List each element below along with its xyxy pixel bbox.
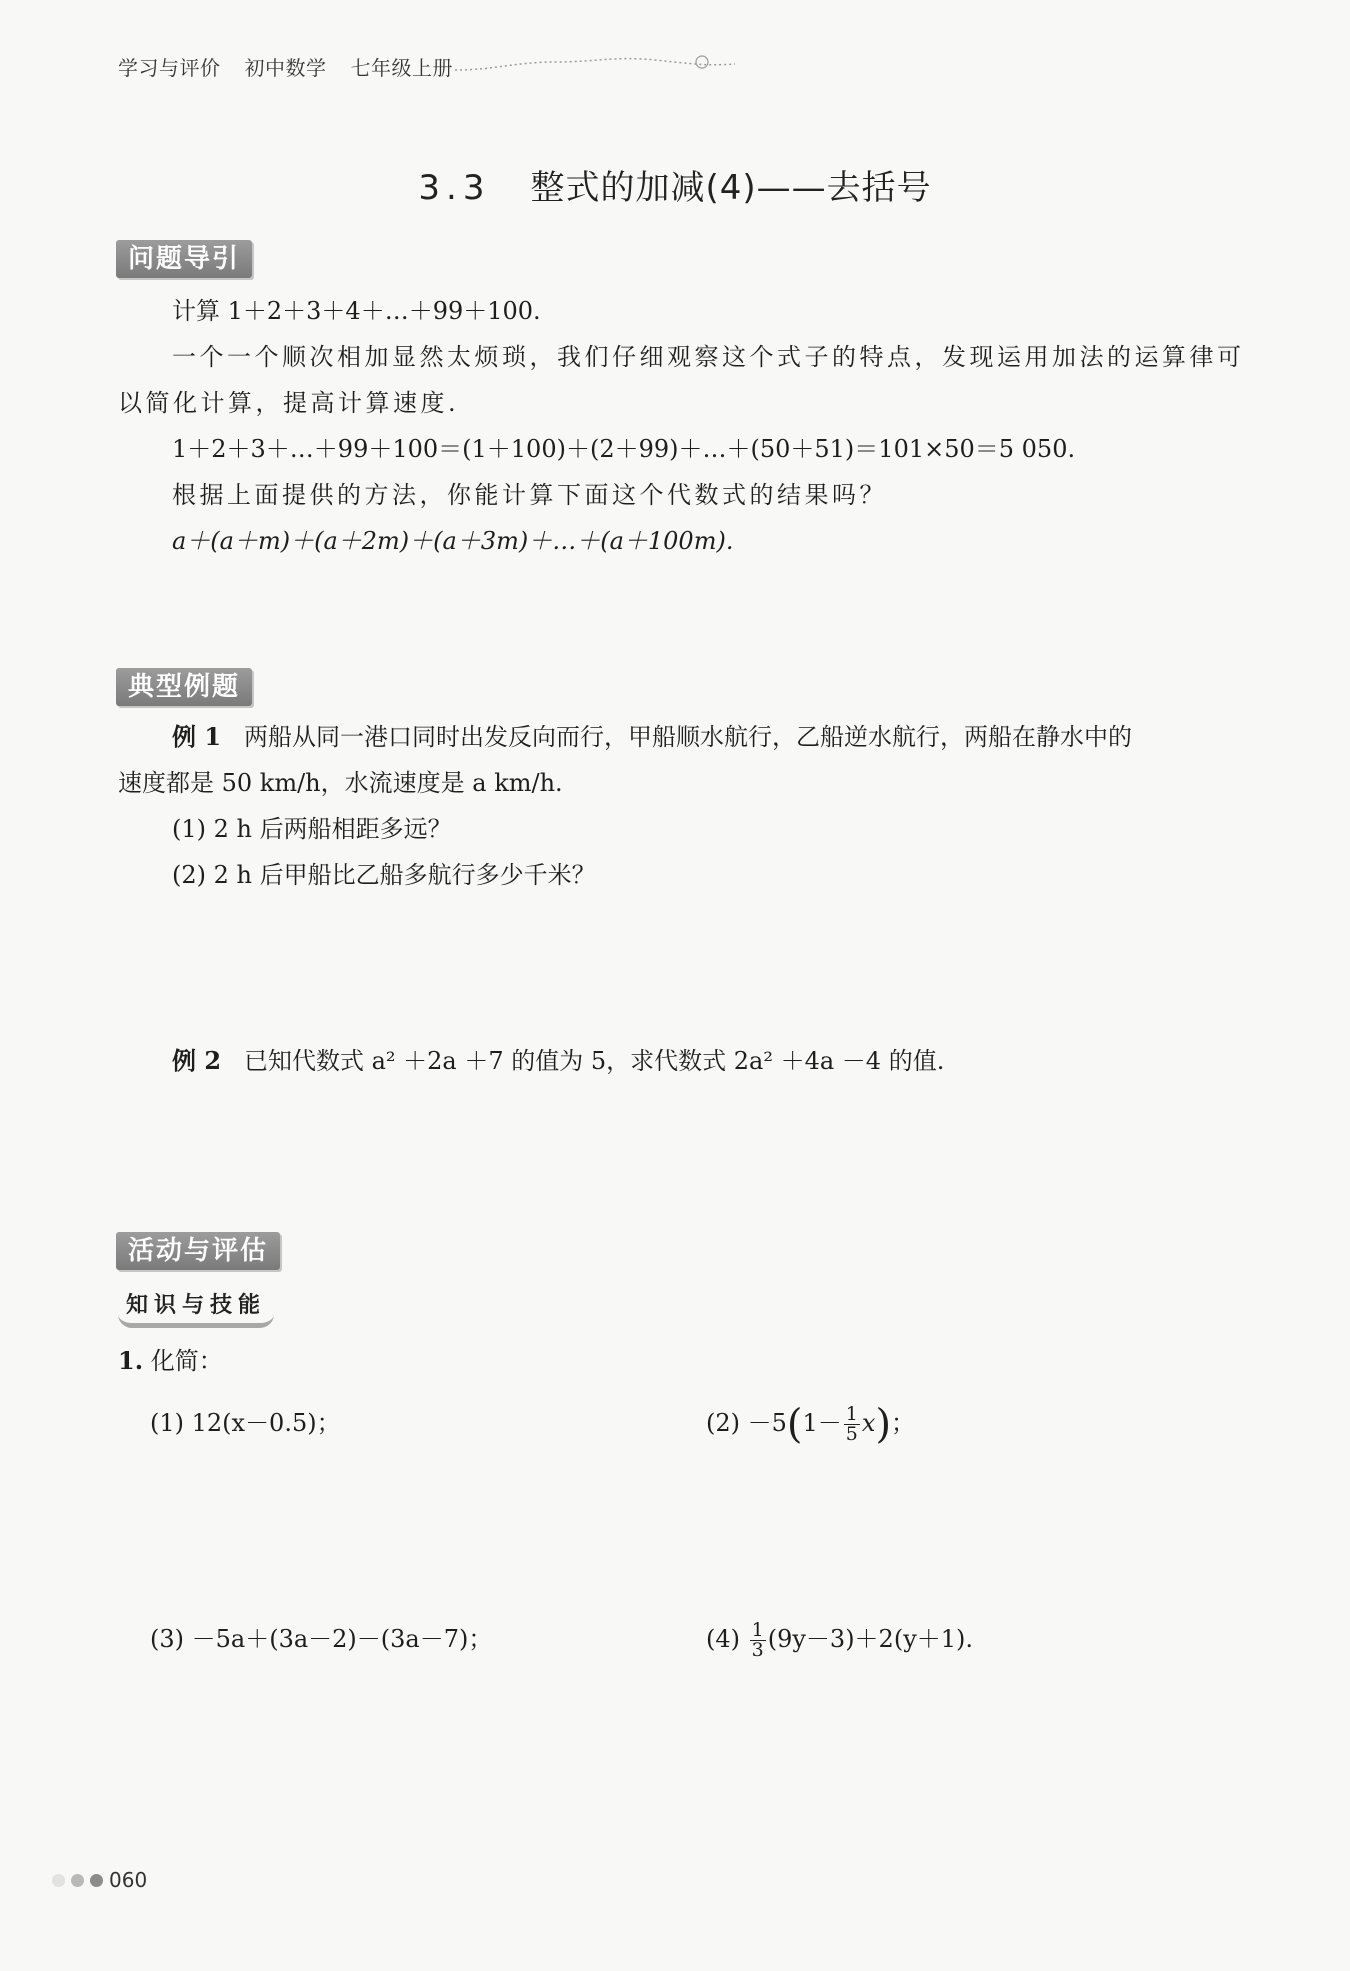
part-2-numerator: 1 — [845, 1403, 858, 1425]
part-2-close-paren: ) — [875, 1401, 892, 1448]
footer-dot-3 — [90, 1874, 103, 1887]
section-title: 整式的加减(4)——去括号 — [530, 168, 932, 208]
intro-line-1: 计算 1＋2＋3＋4＋…＋99＋100. — [172, 297, 541, 325]
exercise-1-part-4 — [706, 1614, 973, 1664]
page-number: 060 — [109, 1868, 148, 1892]
exercise-1-part-2 — [706, 1398, 915, 1448]
section-tag-activities: 活动与评估 — [116, 1232, 280, 1270]
header-grade: 七年级上册 — [350, 56, 453, 80]
section-tag-examples: 典型例题 — [116, 668, 252, 706]
footer-dot-2 — [71, 1874, 84, 1887]
part-4-rest: (9y－3)＋2(y＋1). — [767, 1625, 974, 1653]
part-2-prefix: (2) －5 — [706, 1409, 787, 1437]
intro-line-6: a＋(a＋m)＋(a＋2m)＋(a＋3m)＋…＋(a＋100m). — [172, 527, 734, 555]
part-4-prefix: (4) — [706, 1625, 740, 1653]
example-2-label: 例 2 — [172, 1046, 222, 1075]
page-title — [0, 160, 1350, 209]
part-4-numerator: 1 — [751, 1619, 764, 1641]
example-1-label: 例 1 — [172, 722, 222, 751]
header-book: 学习与评价 — [118, 56, 221, 80]
example-2-text: 已知代数式 a² ＋2a ＋7 的值为 5，求代数式 2a² ＋4a －4 的值. — [243, 1047, 945, 1075]
page-footer — [52, 1868, 147, 1892]
example-1-text-1: 两船从同一港口同时出发反向而行，甲船顺水航行，乙船逆水航行，两船在静水中的 — [243, 723, 1132, 751]
exercise-1-part-1: (1) 12(x－0.5)； — [150, 1409, 341, 1437]
footer-dot-1 — [52, 1874, 65, 1887]
part-4-fraction — [750, 1621, 766, 1660]
example-1-question-2: (2) 2 h 后甲船比乙船多航行多少千米？ — [172, 861, 596, 889]
intro-line-4: 1＋2＋3＋…＋99＋100＝(1＋100)＋(2＋99)＋…＋(50＋51)＝101×50＝5 050. — [172, 435, 1076, 463]
intro-line-2: 一个一个顺次相加显然太烦琐，我们仔细观察这个式子的特点，发现运用加法的运算律可 — [172, 343, 1245, 371]
running-header — [118, 52, 453, 81]
subsection-tag-skills: 知识与技能 — [118, 1286, 274, 1328]
intro-line-3: 以简化计算，提高计算速度. — [118, 389, 460, 417]
part-2-end: ； — [891, 1409, 916, 1437]
exercise-1-prompt: 化简： — [150, 1347, 223, 1375]
part-2-one-minus: 1－ — [802, 1409, 842, 1437]
intro-line-5: 根据上面提供的方法，你能计算下面这个代数式的结果吗？ — [172, 481, 887, 509]
example-2 — [172, 1046, 944, 1076]
part-2-denominator: 5 — [845, 1423, 858, 1445]
exercise-1-part-3: (3) －5a＋(3a－2)－(3a－7)； — [150, 1625, 493, 1653]
part-2-variable: x — [861, 1409, 876, 1437]
example-1-line-2: 速度都是 50 km/h，水流速度是 a km/h. — [118, 769, 563, 797]
part-2-fraction — [844, 1405, 860, 1444]
part-2-open-paren: ( — [786, 1401, 803, 1448]
section-tag-intro: 问题导引 — [116, 240, 252, 278]
example-1-line-1 — [172, 722, 1132, 752]
section-number: 3.3 — [418, 168, 491, 208]
part-4-denominator: 3 — [751, 1639, 764, 1661]
header-wave-ornament — [455, 52, 735, 76]
exercise-1-label: 1. — [118, 1346, 144, 1375]
exercise-1-header — [118, 1346, 223, 1376]
example-1-question-1: (1) 2 h 后两船相距多远？ — [172, 815, 452, 843]
header-subject: 初中数学 — [244, 56, 327, 80]
